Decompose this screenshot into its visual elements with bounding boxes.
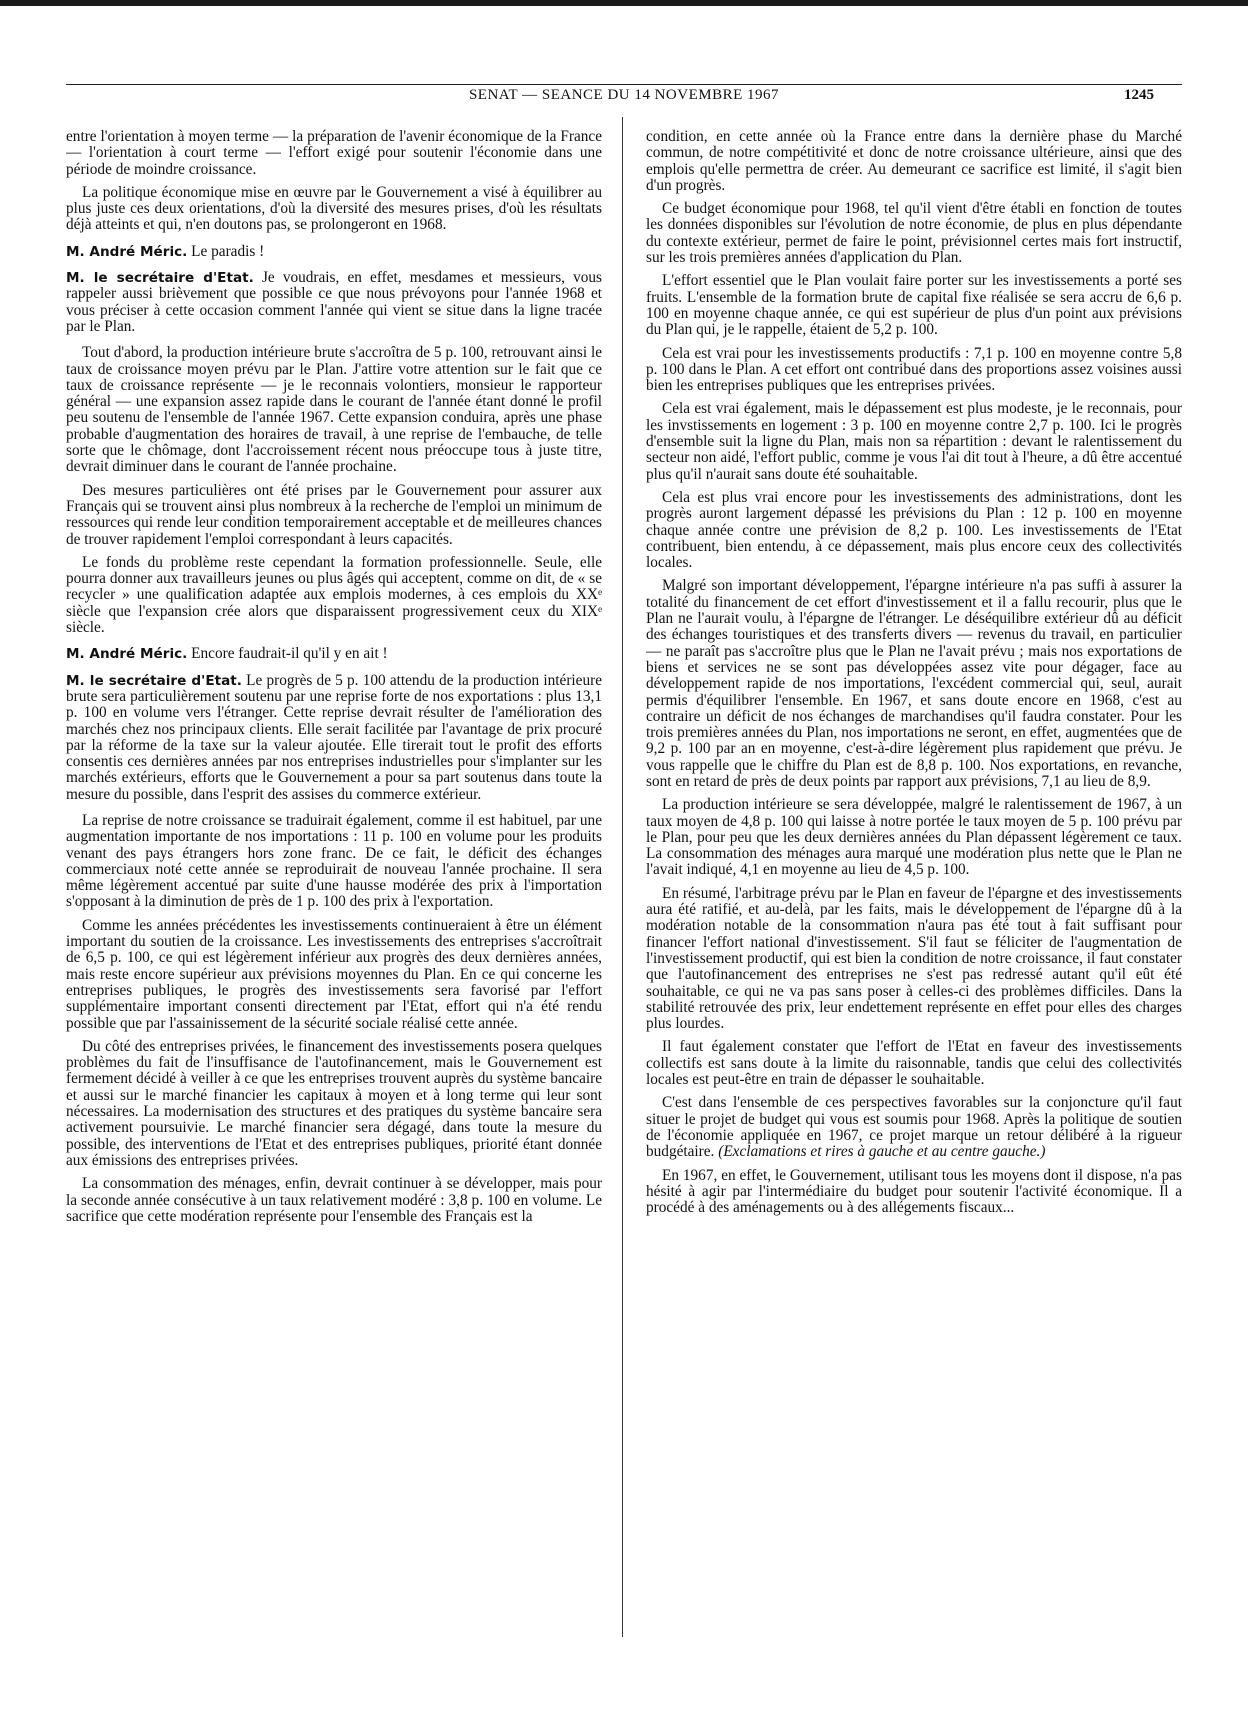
speech-text: Encore faudrait-il qu'il y en ait !	[187, 645, 388, 663]
paragraph-text: C'est dans l'ensemble de ces perspectives favorables sur la conjoncture qu'il faut situer le projet de budget qui vous est soumis pour 1968. Après la politique de soutien de l'économie appliquée en 1967, ce projet marque un retour délibéré à la rigueur budgétaire.	[646, 1094, 1182, 1161]
paragraph: Le fonds du problème reste cependant la formation professionnelle. Seule, elle pourra donner aux travailleurs jeunes ou plus âgés qui acceptent, comme on dit, de « se recycler » une qualification adaptée aux emplois modernes, à ces emplois du XXᵉ siècle que l'expansion crée alors que disparaissent progressivement ceux du XIXᵉ siècle.	[66, 553, 602, 637]
speaker-name: M. le secrétaire d'Etat.	[66, 672, 242, 689]
paragraph: entre l'orientation à moyen terme — la préparation de l'avenir économique de la France — l'orientation à court terme — l'effort exigé pour soutenir l'économie dans une période de moindre croissance.	[66, 129, 602, 178]
speech-meric-2	[66, 646, 602, 662]
page-number: 1245	[1124, 87, 1154, 103]
right-column	[646, 129, 1182, 1709]
top-border-rule	[0, 0, 1248, 6]
speech-text: Je voudrais, en effet, mesdames et messieurs, vous rappeler aussi brièvement que possible ce que nous prévoyons pour l'année 1968 et vous préciser à cette occasion comment l'année qui vient se situe dans la ligne tracée par le Plan.	[66, 269, 602, 335]
paragraph: En 1967, en effet, le Gouvernement, utilisant tous les moyens dont il dispose, n'a pas hésité à agir par l'intermédiaire du budget pour soutenir l'activité économique. Il a procédé à des aménagements ou à des allégements fiscaux...	[646, 1166, 1182, 1217]
speaker-name: M. le secrétaire d'Etat.	[66, 270, 254, 287]
speech-text: Le progrès de 5 p. 100 attendu de la production intérieure brute sera particulièrement soutenu par une reprise forte de nos exportations : plus 13,1 p. 100 en volume vers l'étranger. Cette reprise devrait résulter de l'amélioration des marchés chez nos principaux clients. Elle serait facilitée par l'avantage de prix procuré par la réforme de la taxe sur la valeur ajoutée. Elle tirerait tout le profit des efforts consentis ces dernières années par nos entreprises industrielles pour s'implanter sur les marchés extérieurs, efforts que le Gouvernement a pour sa part soutenus dans toute la mesure du possible, dans l'esprit des assises du commerce extérieur.	[66, 671, 602, 803]
speech-secretaire-2	[66, 673, 602, 803]
speech-text: Le paradis !	[187, 242, 265, 260]
paragraph: En résumé, l'arbitrage prévu par le Plan en faveur de l'épargne et des investissements aura été ratifié, et au-delà, par les faits, mais le développement de l'épargne dû à la modération notable de la consommation n'aura pas été tout à fait suffisant pour financer l'effort national d'investissement. S'il faut se féliciter de l'augmentation de l'investissement productif, qui est bien la condition de notre croissance, il faut constater que l'autofinancement des entreprises ne s'est pas redressé autant qu'il eût été souhaitable, ce qui ne va pas sans poser à celles-ci des problèmes difficiles. Dans la stabilité retrouvée des prix, leur endettement représente en effet pour elles des charges plus lourdes.	[646, 884, 1182, 1033]
page-header	[66, 87, 1182, 109]
stage-direction: (Exclamations et rires à gauche et au centre gauche.)	[718, 1143, 1046, 1161]
column-divider	[622, 117, 623, 1637]
paragraph: Des mesures particulières ont été prises par le Gouvernement pour assurer aux Français qui se trouvent ainsi plus nombreux à la recherche de l'emploi un minimum de ressources qui rende leur condition temporairement acceptable et de meilleures chances de trouver rapidement l'emploi correspondant à leurs capacités.	[66, 481, 602, 548]
speech-meric-1	[66, 244, 602, 260]
speaker-name: M. André Méric.	[66, 646, 188, 663]
paragraph: Cela est vrai pour les investissements productifs : 7,1 p. 100 en moyenne contre 5,8 p. 100 dans le Plan. A cet effort ont contribué dans des proportions assez voisines aussi bien les entreprises publiques que les entreprises privées.	[646, 344, 1182, 395]
paragraph: L'effort essentiel que le Plan voulait faire porter sur les investissements a porté ses fruits. L'ensemble de la formation brute de capital fixe réalisée se sera accru de 6,6 p. 100 en moyenne chaque année, ce qui est supérieur de plus d'un point aux prévisions du Plan qui, je le rappelle, étaient de 5,2 p. 100.	[646, 272, 1182, 339]
speech-secretaire-1	[66, 270, 602, 335]
paragraph: La production intérieure se sera développée, malgré le ralentissement de 1967, à un taux moyen de 4,8 p. 100 qui laisse à notre portée le taux moyen de 5 p. 100 prévu par le Plan, pour peu que les deux dernières années du Plan dépassent légèrement ce taux. La consommation des ménages aura marqué une modération plus nette que le Plan ne l'avait indiqué, 4,1 en moyenne au lieu de 4,5 p. 100.	[646, 796, 1182, 879]
paragraph: La reprise de notre croissance se traduirait également, comme il est habituel, par une augmentation importante de nos importations : 11 p. 100 en volume pour les produits venant des pays étrangers hors zone franc. De ce fait, le déficit des échanges commerciaux noté cette année se reproduirait de nouveau l'année prochaine. Il sera même légèrement accentué par suite d'une hausse modérée des prix à l'importation s'opposant à la diminution de près de 1 p. 100 des prix à l'exportation.	[66, 811, 602, 911]
paragraph: Du côté des entreprises privées, le financement des investissements posera quelques problèmes du fait de l'insuffisance de l'autofinancement, mais le Gouvernement est fermement décidé à veiller à ce que les entreprises trouvent auprès du système bancaire et aussi sur le marché financier les capitaux à moyen et à long terme qui leur sont nécessaires. La modernisation des structures et des pratiques du système bancaire sera activement poursuivie. Le marché financier sera dégagé, dans toute la mesure du possible, des interventions de l'Etat et des entreprises publiques, priorité étant donnée aux émissions des entreprises privées.	[66, 1037, 602, 1169]
paragraph: Cela est plus vrai encore pour les investissements des administrations, dont les progrès auront largement dépassé les prévisions du Plan : 12 p. 100 en moyenne chaque année contre une prévision de 8,2 p. 100. Les investissements de l'Etat contribuent, bien entendu, à ce dépassement, mais plus encore ceux des collectivités locales.	[646, 488, 1182, 572]
paragraph: Il faut également constater que l'effort de l'Etat en faveur des investissements collectifs est sans doute à la limite du raisonnable, tandis que celui des collectivités locales est peut-être en train de dépasser le souhaitable.	[646, 1038, 1182, 1089]
paragraph: La consommation des ménages, enfin, devrait continuer à se développer, mais pour la seconde année consécutive à un taux relativement modéré : 3,8 p. 100 en volume. Le sacrifice que cette modération représente pour l'ensemble des Français est la	[66, 1175, 602, 1225]
paragraph: condition, en cette année où la France entre dans la dernière phase du Marché commun, de notre compétitivité et donc de notre croissance ultérieure, ainsi que des emplois qu'elle permettra de créer. Au demeurant ce sacrifice est limité, il s'agit bien d'un progrès.	[646, 129, 1182, 194]
paragraph: Comme les années précédentes les investissements continueraient à être un élément important du soutien de la croissance. Les investissements des entreprises s'accroîtrait de 6,5 p. 100, ce qui est légèrement inférieur aux progrès des deux dernières années, mais reste encore supérieur aux prévisions moyennes du Plan. En ce qui concerne les entreprises publiques, le progrès des investissements sera favorisé par l'effort supplémentaire important consenti directement par l'Etat, effort qui n'a été rendu possible que par l'assainissement de la sécurité sociale réalisé cette année.	[66, 916, 602, 1032]
speaker-name: M. André Méric.	[66, 243, 188, 260]
paragraph: Ce budget économique pour 1968, tel qu'il vient d'être établi en fonction de toutes les données disponibles sur l'évolution de notre économie, de plus en plus dépendante du contexte extérieur, permet de faire le point, prévisionnel certes mais fort instructif, sur les trois premières années d'application du Plan.	[646, 200, 1182, 267]
paragraph: La politique économique mise en œuvre par le Gouvernement a visé à équilibrer au plus juste ces deux orientations, d'où la diversité des mesures prises, d'où les résultats déjà atteints et qui, n'en doutons pas, se prolongeront en 1968.	[66, 183, 602, 234]
left-column	[66, 129, 602, 1709]
paragraph: Cela est vrai également, mais le dépassement est plus modeste, je le reconnais, pour les invstissements en logement : 3 p. 100 en moyenne contre 2,7 p. 100. Ici le progrès d'ensemble suit la ligne du Plan, mais non sa répartition : devant le ralentissement du secteur non aidé, l'effort public, comme je vous l'ai dit tout à l'heure, a dû être accentué plus qu'il n'aurait sans doute été souhaitable.	[646, 400, 1182, 483]
running-head: SENAT — SEANCE DU 14 NOVEMBRE 1967	[468, 87, 780, 103]
paragraph: Tout d'abord, la production intérieure brute s'accroîtra de 5 p. 100, retrouvant ainsi le taux de croissance moyen prévu par le Plan. J'attire votre attention sur le fait que ce taux de croissance représente — je le reconnais volontiers, monsieur le rapporteur général — une expansion assez rapide dans le courant de l'année étant donné le profil peu soutenu de l'ensemble de l'année 1967. Cette expansion conduira, après une phase probable d'augmentation des horaires de travail, à une reprise de l'embauche, de telle sorte que le chômage, dont l'accroissement récent nous préoccupe tous à juste titre, devrait diminuer dans le courant de l'année prochaine.	[66, 344, 602, 476]
paragraph	[646, 1095, 1182, 1160]
header-rule	[66, 84, 1182, 85]
paragraph: Malgré son important développement, l'épargne intérieure n'a pas suffi à assurer la totalité du financement de cet effort d'investissement et il a fallu recourir, plus que le Plan ne l'aurait voulu, à l'épargne de l'étranger. Le déséquilibre extérieur dû au déficit des échanges touristiques et des transferts divers — revenus du travail, en particulier — ne paraît pas s'accroître plus que le Plan ne l'avait prévu ; mais nos exportations de biens et services ne se sont pas développées assez vite pour dégager, face au développement rapide de nos importations, l'excédent commercial qui, seul, aurait permis d'équilibrer l'ensemble. En 1967, et sans doute encore en 1968, c'est au contraire un déficit de nos échanges de marchandises qu'il faudra constater. Pour les trois premières années du Plan, nos importations ne seront, en effet, augmentées que de 9,2 p. 100 par an en moyenne, c'est-à-dire légèrement plus rapidement que prévu. Je vous rappelle que le chiffre du Plan est de 8,8 p. 100. Nos exportations, en revanche, sont en retard de près de deux points par rapport aux prévisions, 7,1 au lieu de 8,9.	[646, 577, 1182, 790]
